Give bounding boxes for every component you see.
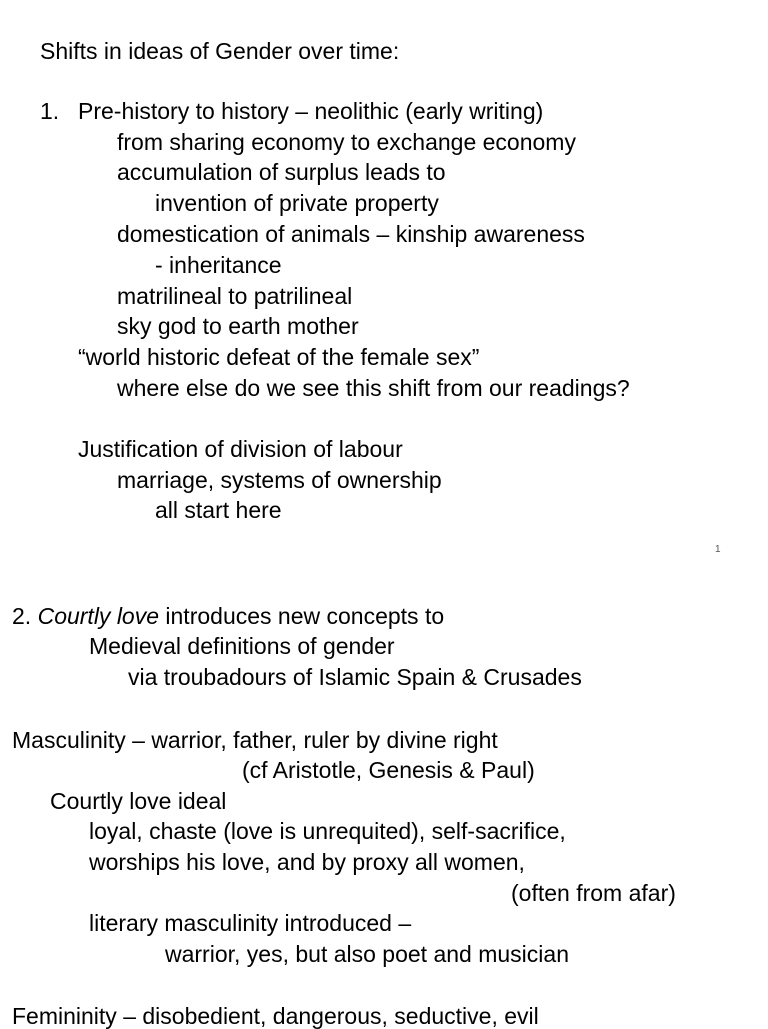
subheading-line: Masculinity – warrior, father, ruler by divine right (12, 727, 498, 753)
bullet-line: all start here (155, 497, 282, 523)
bullet-line: - inheritance (155, 252, 282, 278)
bullet-line: from sharing economy to exchange economy (117, 129, 576, 155)
bullet-line: via troubadours of Islamic Spain & Crusades (128, 664, 582, 690)
slide-title: Shifts in ideas of Gender over time: (40, 38, 400, 64)
item-heading: Pre-history to history – neolithic (early writing) (78, 98, 544, 124)
bullet-line: marriage, systems of ownership (117, 467, 442, 493)
bullet-line: (often from afar) (511, 880, 676, 906)
subheading-line: Justification of division of labour (78, 436, 403, 462)
bullet-line: loyal, chaste (love is unrequited), self-sacrifice, (89, 818, 566, 844)
item-heading-rest: introduces new concepts to (165, 603, 445, 629)
quote-line: “world historic defeat of the female sex” (78, 344, 480, 370)
bullet-line: Courtly love ideal (50, 788, 227, 814)
bullet-line: invention of private property (155, 190, 439, 216)
question-line: where else do we see this shift from our readings? (117, 375, 630, 401)
bullet-line: literary masculinity introduced – (89, 910, 412, 936)
page-number: 1 (715, 544, 721, 555)
bullet-line: sky god to earth mother (117, 313, 359, 339)
bullet-line: matrilineal to patrilineal (117, 283, 353, 309)
subheading-line: Femininity – disobedient, dangerous, seductive, evil (12, 1003, 539, 1029)
bullet-line: accumulation of surplus leads to (117, 159, 446, 185)
item-emphasis: Courtly love (37, 603, 160, 629)
item-heading (12, 603, 444, 629)
bullet-line: warrior, yes, but also poet and musician (165, 941, 569, 967)
bullet-line: worships his love, and by proxy all women, (89, 849, 525, 875)
bullet-line: Medieval definitions of gender (89, 633, 395, 659)
item-number: 2. (12, 603, 32, 629)
bullet-line: domestication of animals – kinship awareness (117, 221, 585, 247)
item-number: 1. (40, 98, 60, 124)
bullet-line: (cf Aristotle, Genesis & Paul) (242, 757, 535, 783)
